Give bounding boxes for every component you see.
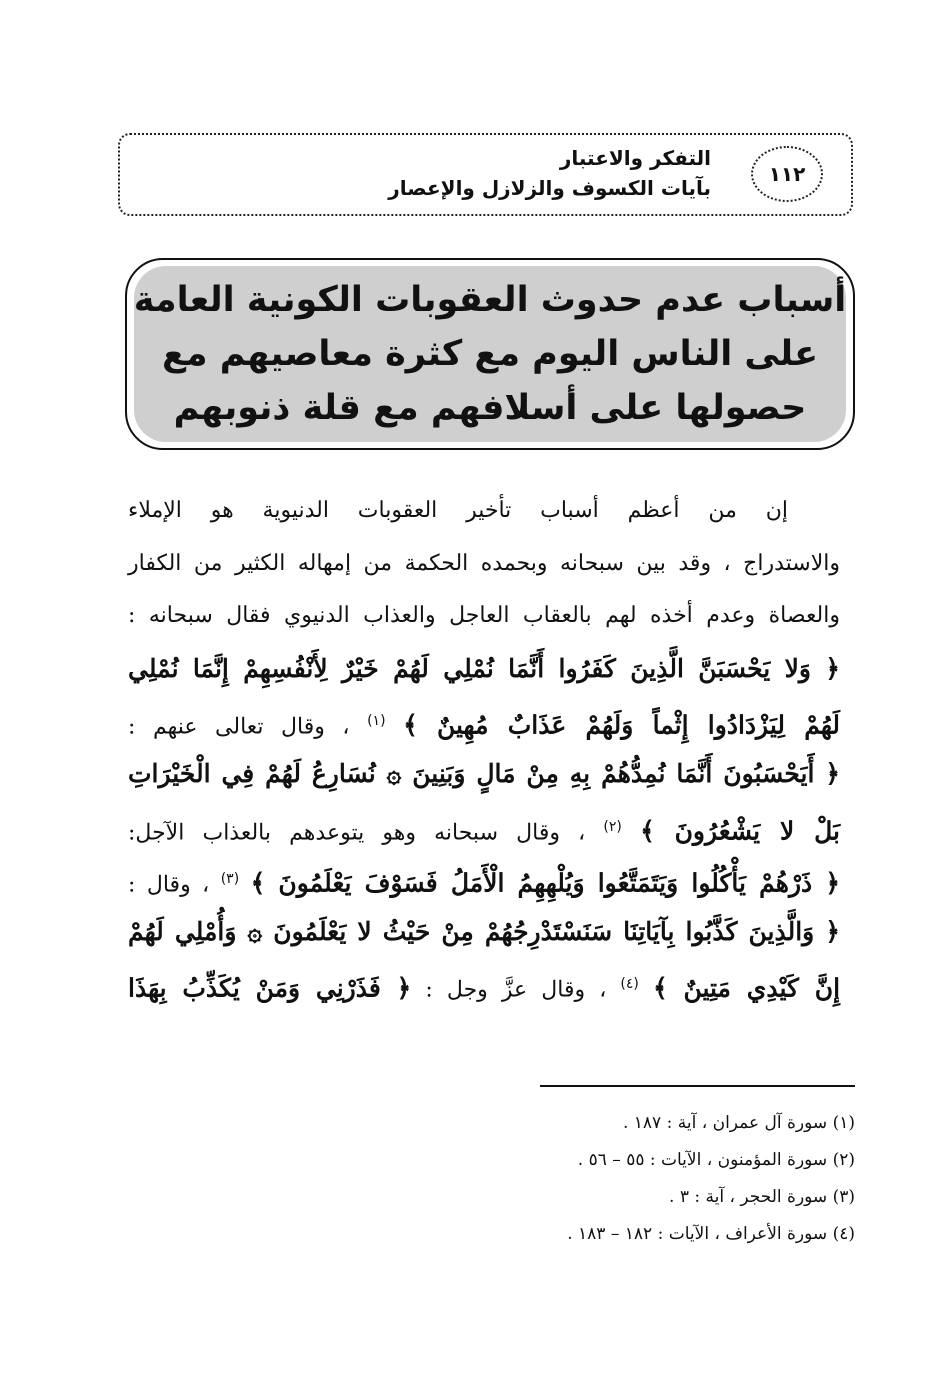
quran-verse-line: ﴿ أَيَحْسَبُونَ أَنَّمَا نُمِدُّهُمْ بِهِ مِنْ مَالٍ وَبَنِينَ ۞ نُسَارِعُ لَهُمْ فِي الْخَيْرَاتِ — [128, 758, 840, 788]
body-line — [128, 853, 840, 906]
book-title-line-1: التفكر والاعتبار — [559, 146, 711, 170]
body-text-span: ، وقال : — [128, 872, 210, 898]
body-text-span: ، وقال عزَّ وجل : — [425, 977, 607, 1003]
footnote: (٢) سورة المؤمنون ، الآيات : ٥٥ – ٥٦ . — [577, 1150, 855, 1170]
footnote: (١) سورة آل عمران ، آية : ١٨٧ . — [622, 1113, 855, 1133]
body-line: والعصاة وعدم أخذه لهم بالعقاب العاجل والعذاب الدنيوي فقال سبحانه : — [128, 603, 840, 629]
quran-verse-line: ﴿ وَلا يَحْسَبَنَّ الَّذِينَ كَفَرُوا أَنَّمَا نُمْلِي لَهُمْ خَيْرٌ لِأَنْفُسِهِمْ إِنَّمَا نُمْلِي — [128, 653, 840, 683]
quran-verse: لَهُمْ لِيَزْدَادُوا إِثْماً وَلَهُمْ عَذَابٌ مُهِينٌ ﴾ — [403, 710, 841, 740]
book-title-line-2: بآيات الكسوف والزلازل والإعصار — [388, 176, 711, 200]
footnotes — [255, 1105, 855, 1253]
footnote-ref: (٤) — [620, 976, 639, 993]
chapter-heading-line-3: حصولها على أسلافهم مع قلة ذنوبهم — [173, 388, 807, 428]
body-text-span: ، وقال سبحانه وهو يتوعدهم بالعذاب الآجل: — [128, 819, 586, 845]
page-number: ١١٢ — [751, 146, 823, 202]
quran-verse: إِنَّ كَيْدِي مَتِينٌ ﴾ — [652, 973, 841, 1003]
body-line — [128, 801, 840, 854]
body-text-span: ، وقال تعالى عنهم : — [128, 714, 350, 740]
chapter-heading-box — [125, 258, 855, 450]
body-line: والاستدراج ، وقد بين سبحانه وبحمده الحكمة من إمهاله الكثير من الكفار — [128, 550, 840, 576]
body-text — [128, 485, 840, 1011]
chapter-heading — [134, 266, 846, 442]
footnote: (٣) سورة الحجر ، آية : ٣ . — [669, 1187, 855, 1207]
chapter-heading-line-1: أسباب عدم حدوث العقوبات الكونية العامة — [133, 280, 847, 320]
body-line: إن من أعظم أسباب تأخير العقوبات الدنيوية هو الإملاء — [128, 498, 788, 523]
footnote-ref: (٢) — [603, 818, 622, 835]
chapter-heading-line-2: على الناس اليوم مع كثرة معاصيهم مع — [161, 334, 819, 374]
quran-verse: ﴿ فَذَرْنِي وَمَنْ يُكَذِّبُ بِهَذَا — [128, 973, 412, 1003]
footnote-divider — [540, 1085, 855, 1087]
quran-verse: ﴿ ذَرْهُمْ يَأْكُلُوا وَيَتَمَتَّعُوا وَيُلْهِهِمُ الْأَمَلُ فَسَوْفَ يَعْلَمُونَ ﴾ — [250, 868, 840, 898]
quran-verse: بَلْ لا يَشْعُرُونَ ﴾ — [640, 815, 841, 845]
footnote-ref: (٣) — [220, 871, 240, 888]
body-line — [128, 958, 840, 1011]
footnote: (٤) سورة الأعراف ، الآيات : ١٨٢ – ١٨٣ . — [567, 1224, 855, 1244]
book-title — [191, 143, 711, 203]
footnote-ref: (١) — [367, 713, 386, 730]
body-line — [128, 695, 840, 748]
quran-verse-line: ﴿ وَالَّذِينَ كَذَّبُوا بِآيَاتِنَا سَنَسْتَدْرِجُهُمْ مِنْ حَيْثُ لا يَعْلَمُونَ ۞ وَأُمْلِي لَهُمْ — [128, 916, 840, 946]
running-header — [118, 133, 853, 216]
